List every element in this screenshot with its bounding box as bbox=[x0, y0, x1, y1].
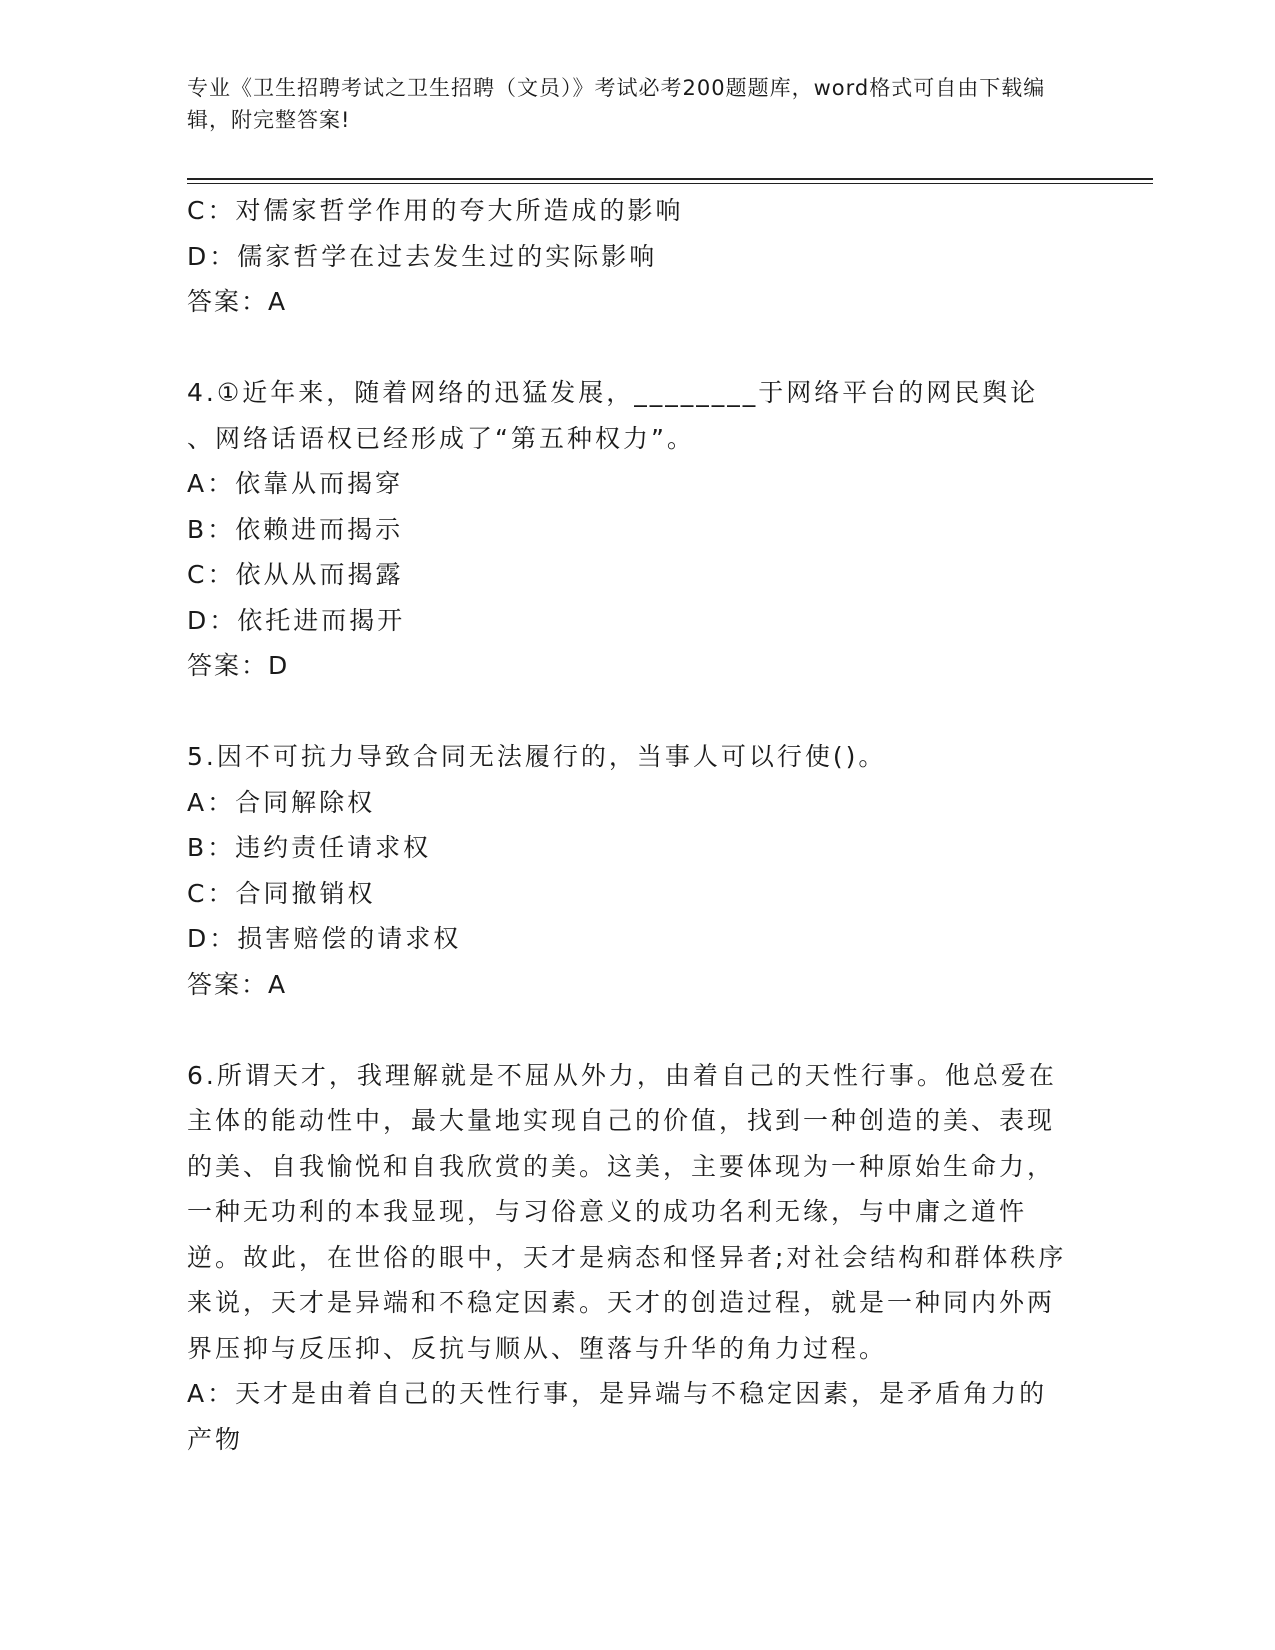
q5-option-b: B：违约责任请求权 bbox=[187, 833, 432, 862]
q3-option-d: D：儒家哲学在过去发生过的实际影响 bbox=[187, 241, 658, 271]
q4-option-d: D：依托进而揭开 bbox=[187, 605, 406, 635]
q5-stem: 5.因不可抗力导致合同无法履行的，当事人可以行使()。 bbox=[187, 742, 887, 771]
q5-option-d: D：损害赔偿的请求权 bbox=[187, 924, 462, 953]
q4-option-b: B：依赖进而揭示 bbox=[187, 514, 404, 544]
spacer bbox=[187, 1007, 1067, 1053]
spacer bbox=[187, 325, 1067, 371]
q4-stem-line1: 4.①近年来，随着网络的迅猛发展，________于网络平台的网民舆论 bbox=[187, 378, 1039, 407]
header-rule-thick bbox=[187, 178, 1153, 180]
q5-answer: 答案：A bbox=[187, 969, 288, 999]
q4-stem-line2: 、网络话语权已经形成了“第五种权力”。 bbox=[187, 423, 695, 453]
question-body bbox=[187, 188, 1067, 1462]
q6-stem: 6.所谓天才，我理解就是不屈从外力，由着自己的天性行事。他总爱在主体的能动性中，最大量地实现自己的价值，找到一种创造的美、表现的美、自我愉悦和自我欣赏的美。这美，主要体现为一种原始生命力，一种无功利的本我显现，与习俗意义的成功名利无缘，与中庸之道忤逆。故此，在世俗的眼中，天才是病态和怪异者;对社会结构和群体秩序来说，天才是异端和不稳定因素。天才的创造过程，就是一种同内外两界压抑与反压抑、反抗与顺从、堕落与升华的角力过程。 bbox=[187, 1060, 1067, 1363]
q3-option-c: C：对儒家哲学作用的夸大所造成的影响 bbox=[187, 196, 684, 225]
q5-option-a: A：合同解除权 bbox=[187, 787, 376, 817]
spacer bbox=[187, 689, 1067, 735]
q6-option-a: A：天才是由着自己的天性行事，是异端与不稳定因素，是矛盾角力的产物 bbox=[187, 1379, 1048, 1454]
header-rule-thin bbox=[187, 183, 1153, 184]
page-header: 专业《卫生招聘考试之卫生招聘（文员）》考试必考200题题库，word格式可自由下载编辑，附完整答案! bbox=[187, 76, 1046, 132]
q4-option-a: A：依靠从而揭穿 bbox=[187, 469, 404, 498]
q4-option-c: C：依从从而揭露 bbox=[187, 560, 404, 589]
q4-answer: 答案：D bbox=[187, 651, 290, 680]
q3-answer: 答案：A bbox=[187, 287, 288, 316]
q5-option-c: C：合同撤销权 bbox=[187, 878, 376, 908]
